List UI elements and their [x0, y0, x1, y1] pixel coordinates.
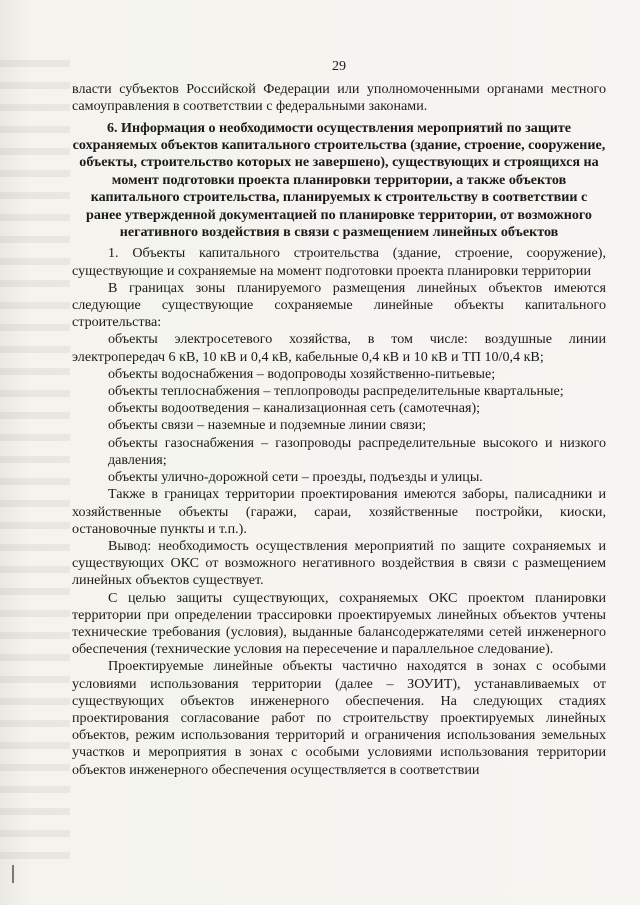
list-item: объекты улично-дорожной сети – проезды, подъезды и улицы.: [108, 469, 483, 486]
list-item: объекты связи – наземные и подземные линии связи;: [108, 417, 427, 434]
bleed-through-text: [0, 60, 70, 860]
paragraph-fences: Также в границах территории проектирования имеются заборы, палисадники и хозяйственные объекты (гаражи, сараи, хозяйственные постройки, киоски, остановочные пункты и т.п.).: [72, 486, 606, 537]
item-1-heading: 1. Объекты капитального строительства (здание, строение, сооружение), существующие и сохраняемые на момент подготовки проекта планировки территории: [72, 245, 606, 279]
page-number: 29: [331, 58, 347, 74]
section-heading: 6. Информация о необходимости осуществления мероприятий по защите сохраняемых объектов капитального строительства (здание, строение, сооружение, объекты, строительство которых не завершено), существующих и строящихся на момент подготовки проекта планировки территории, а также объектов капитального строительства, планируемых к строительству в соответствии с ранее утвержденной документацией по планировке территории, от возможного негативного воздействия в связи с размещением линейных объектов: [72, 119, 606, 241]
list-item: объекты электросетевого хозяйства, в том числе: воздушные линии электропередач 6 кВ, 10 кВ и 0,4 кВ, кабельные 0,4 кВ и 10 кВ и ТП 10/0,4 кВ;: [72, 331, 606, 365]
page-content: [72, 58, 606, 779]
paragraph-conclusion: Вывод: необходимость осуществления мероприятий по защите сохраняемых и существующих ОКС от возможного негативного воздействия в связи с размещением линейных объектов существует.: [72, 537, 606, 589]
paragraph-zouit: Проектируемые линейные объекты частично находятся в зонах с особыми условиями использования территории (далее – ЗОУИТ), устанавливаемых от существующих объектов инженерного обеспечения. На следующих стадиях проектирования согласование работ по строительству проектируемых линейных объектов, режим использования территорий и ограничения использования земельных участков и мероприятия в зонах с особыми условиями использования территории объектов инженерного обеспечения осуществляется в соответствии: [72, 658, 606, 778]
intro-paragraph: власти субъектов Российской Федерации или уполномоченными органами местного самоуправления в соответствии с федеральными законами.: [72, 81, 606, 115]
paragraph-existing-objects: В границах зоны планируемого размещения линейных объектов имеются следующие существующие сохраняемые линейные объекты капитального строительства:: [72, 279, 606, 331]
list-item: объекты водоотведения – канализационная сеть (самотечная);: [108, 400, 481, 417]
list-item: объекты теплоснабжения – теплопроводы распределительные квартальные;: [108, 383, 564, 400]
paragraph-protection: С целью защиты существующих, сохраняемых ОКС проектом планировки территории при определении трассировки проектируемых линейных объектов учтены технические требования (условия), выданные балансодержателями сетей инженерного обеспечения (технические условия на пересечение и параллельное следование).: [72, 589, 606, 658]
margin-mark: [12, 865, 20, 883]
list-item: объекты газоснабжения – газопроводы распределительные высокого и низкого давления;: [108, 434, 606, 468]
list-item: объекты водоснабжения – водопроводы хозяйственно-питьевые;: [108, 365, 496, 382]
